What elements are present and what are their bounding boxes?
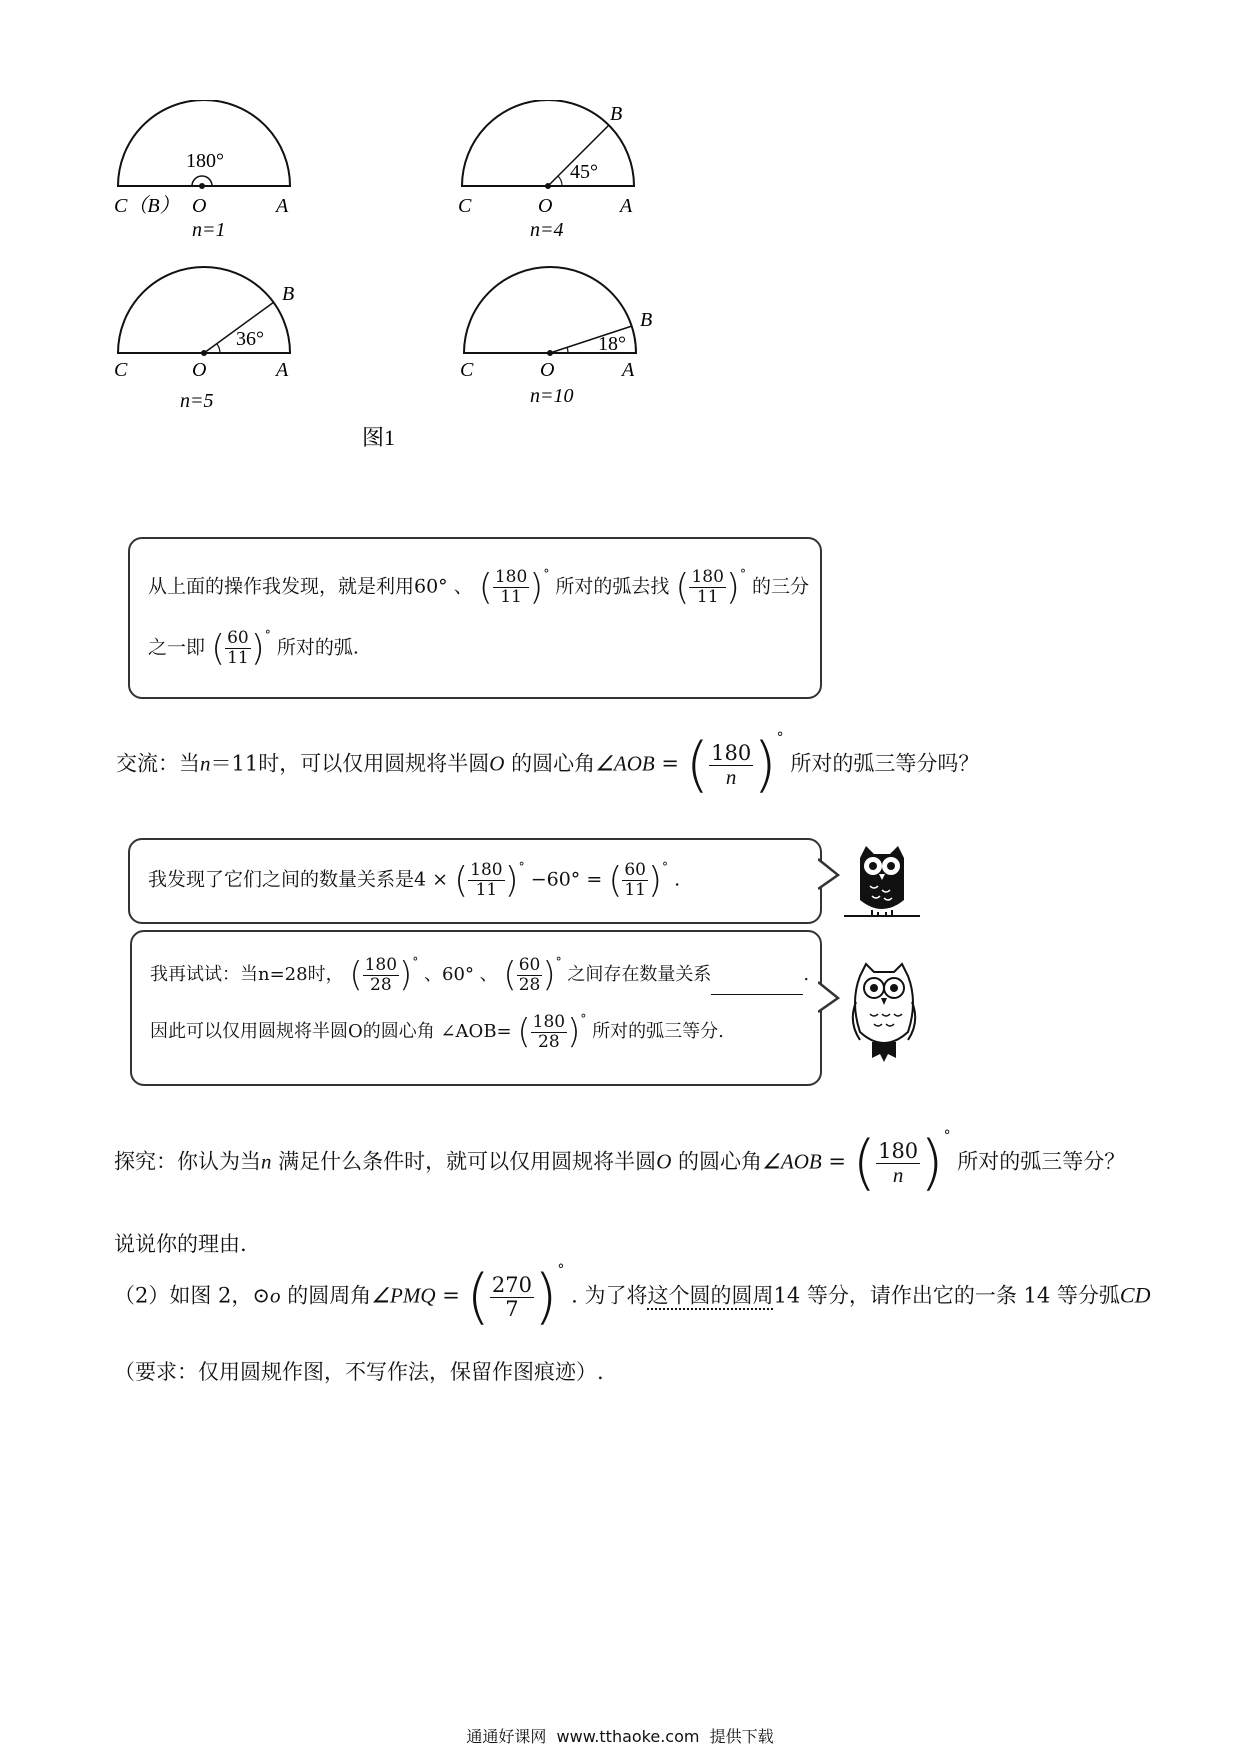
point-c-label: C（B） [114, 195, 180, 217]
fraction-180-n: ( $\frac{180}{n}$ ) ° [852, 1128, 951, 1198]
fraction-60-11: ( $\frac{60}{11}$ ) ° [211, 628, 271, 669]
exchange-question: 交流：当n＝11时，可以仅用圆规将半圆O 的圆心角∠AOB = ( $\frac{180}{n}$ ) ° 所对的弧三等分吗？ [116, 730, 980, 800]
point-a-label: A [620, 195, 633, 217]
bubble-2-tail [818, 855, 842, 895]
point-b-label: B [282, 283, 295, 305]
point-b-label: B [640, 309, 653, 331]
figure-caption: 图1 [362, 425, 396, 450]
n-label: n=5 [180, 390, 214, 412]
explore-reason: 说说你的理由. [114, 1232, 247, 1256]
fraction-180-11: ( $\frac{180}{11}$ ) ° [478, 567, 550, 608]
point-c-label: C [114, 359, 128, 381]
answer-blank[interactable] [711, 976, 803, 995]
fraction-180-28: ( $\frac{180}{28}$ ) ° [349, 954, 419, 995]
speech-bubble-1 [128, 537, 822, 699]
fraction-180-28: ( $\frac{180}{28}$ ) ° [517, 1011, 587, 1052]
point-b-label: B [610, 103, 623, 125]
bubble-1-line-1: 从上面的操作我发现，就是利用60° 、 ( $\frac{180}{11}$ ) ° 所对的弧去找 ( $\frac{180}{11}$ ) ° 的三分 [148, 567, 810, 608]
bubble-3-line-2: 因此可以仅用圆规将半圆O的圆心角 ∠AOB= ( $\frac{180}{28}$ ) ° 所对的弧三等分. [150, 1011, 724, 1052]
point-o-label: O [192, 195, 207, 217]
n-label: n=10 [530, 385, 574, 407]
bubble-2-text: 我发现了它们之间的数量关系是4 × ( $\frac{180}{11}$ ) ° −60° = ( $\frac{60}{11}$ ) ° . [148, 860, 681, 901]
question-2-requirement: （要求：仅用圆规作图，不写作法，保留作图痕迹）. [114, 1360, 604, 1384]
figure-1 [100, 100, 800, 450]
point-a-label: A [276, 359, 289, 381]
angle-label: 45° [570, 161, 598, 183]
angle-label: 18° [598, 333, 626, 355]
point-o-label: O [192, 359, 207, 381]
fraction-270-7: ( $\frac{270}{7}$ ) ° [466, 1262, 565, 1332]
bubble-1-line-2: 之一即 ( $\frac{60}{11}$ ) ° 所对的弧. [148, 628, 359, 669]
fraction-180-11: ( $\frac{180}{11}$ ) ° [454, 860, 525, 901]
bubble-3-line-1: 我再试试：当n=28时， ( $\frac{180}{28}$ ) ° 、60° 、 ( $\frac{60}{28}$ ) ° 之间存在数量关系 . [150, 954, 810, 995]
semicircle-diagram-n1 [114, 100, 290, 241]
fraction-180-11: ( $\frac{180}{11}$ ) ° [675, 567, 746, 608]
footer-credit: 通通好课网 www.tthaoke.com 提供下载 [466, 1727, 774, 1746]
point-a-label: A [276, 195, 289, 217]
owl-outline-icon [846, 962, 922, 1064]
point-c-label: C [460, 359, 474, 381]
point-o-label: O [538, 195, 553, 217]
point-o-label: O [540, 359, 555, 381]
semicircle-diagram-n10 [460, 267, 652, 407]
semicircle-diagram-n4 [458, 100, 634, 241]
n-label: n=4 [530, 219, 564, 241]
semicircle-diagram-n5 [114, 267, 294, 412]
angle-label: 180° [186, 150, 224, 172]
n-label: n=1 [192, 219, 226, 241]
owl-black-icon [842, 840, 922, 920]
fraction-60-28: ( $\frac{60}{28}$ ) ° [503, 954, 562, 995]
explore-question: 探究：你认为当n 满足什么条件时，就可以仅用圆规将半圆O 的圆心角∠AOB = ( $\frac{180}{n}$ ) ° 所对的弧三等分？ [114, 1128, 1126, 1198]
point-a-label: A [622, 359, 635, 381]
fraction-60-11: ( $\frac{60}{11}$ ) ° [608, 860, 669, 901]
point-c-label: C [458, 195, 472, 217]
fraction-180-n: ( $\frac{180}{n}$ ) ° [685, 730, 784, 800]
angle-label: 36° [236, 328, 264, 350]
bubble-3-tail [818, 978, 842, 1018]
question-2: （2）如图 2，⊙o 的圆周角∠PMQ = ( $\frac{270}{7}$ ) ° . 为了将这个圆的圆周14 等分，请作出它的一条 14 等分弧CD [114, 1262, 1151, 1332]
speech-bubble-3 [130, 930, 822, 1086]
